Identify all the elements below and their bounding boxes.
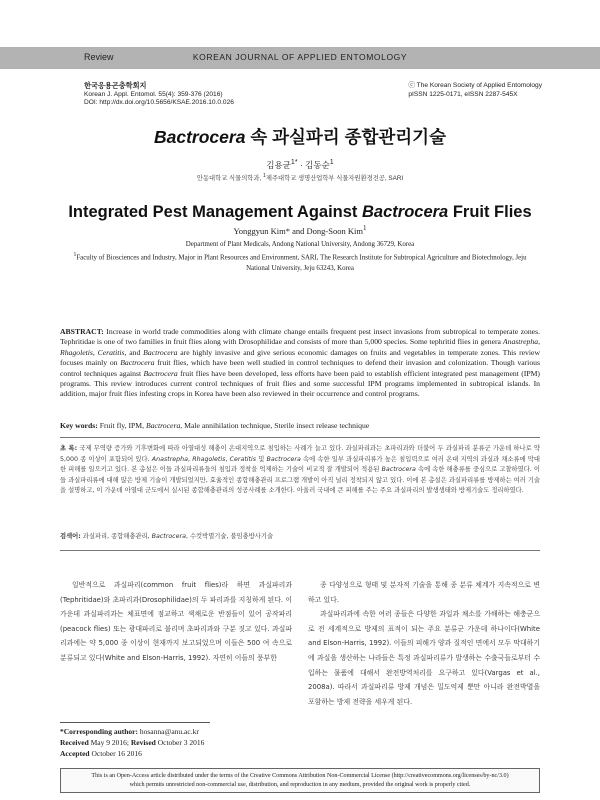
chorok-sep-1: , — [188, 455, 193, 463]
keywords-text-1: Fruit fly, IPM, — [97, 421, 146, 430]
body-column-right — [308, 578, 540, 709]
title-en-prefix: Integrated Pest Management Against — [68, 203, 363, 221]
chorok-sep-2: , — [225, 455, 230, 463]
abstract-text-4: fruit flies have been developed, less efforts have been paid to establish efficient integrated pest management (IPM) programs. This review introduces current control techniques of fruit flies and some successful IPM programs implemented in subtropical islands. In addition, major fruit flies infesting crops in Korea have been also reviewed in their occurrence and control programs. — [60, 368, 540, 399]
chorok-sep-3: 및 — [256, 455, 267, 463]
authors-en-text: Yonggyun Kim* and Dong-Soon Kim — [233, 225, 363, 236]
open-access-notice — [60, 768, 540, 793]
abstract-label: ABSTRACT: — [60, 327, 104, 336]
chorok-genus-4: Bactrocera — [266, 455, 301, 463]
body-paragraph: 종 다양성으로 형태 및 분자적 기술을 통해 종 분류 체계가 지속적으로 변하고 있다. — [308, 581, 540, 604]
authors-en-mark: 1 — [362, 224, 367, 232]
affiliation-english — [62, 240, 538, 274]
chorok-genus-1: Anastrepha — [151, 455, 189, 463]
received-label: Received — [60, 738, 89, 748]
accepted-line — [60, 748, 204, 759]
abstract-sep-2: , — [92, 347, 98, 357]
authors-korean — [0, 158, 600, 171]
divider-abstract — [60, 437, 540, 438]
journal-name: KOREAN JOURNAL OF APPLIED ENTOMOLOGY — [192, 52, 408, 62]
keywords-kr-text-1: 과실파리, 종합해충관리, — [80, 533, 152, 540]
chorok-text-2: 속에 속한 일부 과실파리류가 높은 침입력으로 여러 온대 지역의 과실과 채소류에 막대한 피해를 일으키고 있다. 본 총설은 이들 과실파리류들의 침입과 정착을 억제하는 기술이 비교적 잘 개발되어 적용된 — [60, 455, 541, 474]
keywords-english — [60, 421, 540, 430]
rights-block — [408, 82, 542, 99]
citation-doi[interactable]: DOI: http://dx.doi.org/10.5656/KSAE.2016.10.0.026 — [84, 99, 234, 107]
chorok-label: 초 록: — [60, 445, 78, 452]
accepted-date: October 16 2016 — [89, 749, 142, 759]
open-access-line2: which permits unrestricted non-commercial use, distribution, and reproduction in any medium, provided the original work is properly cited. — [129, 781, 471, 788]
abstract-genus-3: Ceratitis — [97, 347, 125, 357]
revised-label: Revised — [130, 738, 156, 748]
affil-kr-1: 안동대학교 식물의학과, — [196, 175, 263, 183]
corresponding-email[interactable]: hosanna@anu.ac.kr — [138, 727, 199, 736]
abstract-sep-1: , — [538, 337, 540, 347]
affiliation-korean — [0, 173, 600, 182]
author-kr-1: 김용균 — [266, 159, 291, 170]
author-kr-1-mark: 1* — [290, 158, 298, 166]
keywords-label: Key words: — [60, 421, 98, 430]
corresponding-author — [60, 726, 204, 737]
body-paragraph: 과실파리과에 속한 여러 종들은 다양한 과일과 채소를 가해하는 해충군으로 전 세계적으로 방제의 표적이 되는 주요 분류군 가운데 하나이다(White and Elson-Harris, 1992). 이들의 피해가 양과 질적인 면에서 모두 막대하기에 과실을 생산하는 나라들은 특정 과실파리류가 발생하는 수출국들로부터 수입하는 물품에 대해서 완전방역처리를 요구하고 있다(Vargas et al., 2008a). 따라서 과실파리류 방제 개념은 밀도억제 뿐만 아니라 완전박멸을 포함하는 방제 전략을 세우게 된다. — [308, 610, 540, 706]
title-korean — [0, 124, 600, 149]
title-en-genus: Bactrocera — [362, 203, 449, 221]
abstract-genus-5: Bactrocera — [120, 358, 155, 368]
issn: pISSN 1225-0171, eISSN 2287-545X — [408, 90, 518, 98]
keywords-text-2: , Male annihilation technique, Sterile insect release technique — [180, 421, 370, 430]
title-english — [0, 203, 600, 222]
received-date: May 9 2016; — [88, 738, 131, 748]
footnote-rule — [60, 722, 210, 723]
abstract-genus-6: Bactrocera — [143, 368, 178, 378]
abstract-text-3: fruit flies, which have been well studied in control techniques to defend their invasion and colonization. Though various control techniques against — [60, 358, 540, 378]
abstract-text-1: Increase in world trade commodities along with climate change entails frequent pest insect invasions from subtropical to temperate zones. Tephritidae is one of two families in fruit flies along with Drosophilidae and consists of more than 5,000 species. Some tephritid flies in genera — [60, 327, 540, 347]
open-access-line1: This is an Open-Access article distributed under the terms of the Creative Commons Attribution Non-Commercial License (http://creativecommons.org/licenses/by-nc/3.0) — [91, 773, 509, 779]
running-header-bar — [0, 47, 600, 69]
abstract-genus-1: Anastrepha — [502, 337, 539, 347]
abstract-english — [60, 327, 540, 400]
chorok-genus-2: Rhagoletis — [192, 455, 226, 463]
chorok-text-1: 국제 무역량 증가와 기후변화에 따라 아열대성 해충이 온대지역으로 침입하는 사례가 늘고 있다. 과실파리과는 초파리과와 더불어 두 과실파리 분류군 가운데 하나로 약 5,000 종 이상이 포함되어 있다. — [60, 445, 540, 463]
affil-en-line1: Department of Plant Medicals, Andong National University, Andong 36729, Korea — [185, 241, 415, 248]
title-kr-genus: Bactrocera — [154, 127, 246, 147]
citation-block — [84, 82, 234, 108]
abstract-korean — [60, 444, 540, 497]
affil-en-line2-wrap — [62, 250, 538, 274]
affil-en-mark: 1 — [73, 252, 77, 259]
abstract-genus-2: Rhagoletis — [60, 347, 93, 357]
title-en-suffix: Fruit Flies — [448, 203, 532, 221]
keywords-kr-genus: Bactrocera — [151, 533, 186, 540]
body-column-left — [60, 578, 292, 666]
abstract-text-2: are highly invasive and give serious economic damages on fruits and vegetables in temperate zones. This review focuses mainly on — [60, 347, 541, 368]
divider-body — [60, 550, 540, 551]
keywords-kr-text-2: , 수컷박멸기술, 불임충방사기술 — [185, 533, 274, 540]
author-kr-sep: · — [297, 159, 306, 170]
chorok-genus-3: Ceratitis — [229, 455, 257, 463]
abstract-sep-3: , and — [124, 347, 144, 357]
chorok-genus-5: Bactrocera — [381, 466, 416, 474]
keywords-genus: Bactrocera — [146, 421, 181, 430]
authors-english — [0, 224, 600, 236]
title-kr-rest: 속 과실파리 종합관리기술 — [245, 127, 446, 147]
keywords-kr-label: 검색어: — [60, 533, 81, 540]
correspondence-block — [60, 726, 204, 760]
accepted-label: Accepted — [60, 749, 90, 759]
affil-kr-mark: 1 — [262, 173, 266, 179]
citation-ref: Korean J. Appl. Entomol. 55(4): 359-376 (2016) — [84, 90, 223, 98]
dates-line — [60, 737, 204, 748]
abstract-genus-4: Bactrocera — [143, 347, 178, 357]
chorok-text-3: 속에 속한 해충류를 중심으로 고찰하였다. 이들 과실파리류에 대해 많은 방제 기술이 개발되었지만, 효율적인 종합해충관리 프로그램 개발이 아직 널리 정착되지 않고 있다. 이에 본 총설은 과실파리류를 방제하는 여러 기술을 설명하고, 이 가운데 아열대 군도에서 실시된 종합해충관리의 성공사례를 소개한다. 아울러 국내에 큰 피해를 주는 주요 과실파리의 발생생태와 방제기술도 정리하였다. — [60, 466, 540, 495]
author-kr-2: 김동순 — [305, 159, 330, 170]
copyright-society: ⓒ The Korean Society of Applied Entomology — [408, 82, 542, 89]
revised-date: October 3 2016 — [155, 738, 205, 748]
keywords-korean — [60, 531, 540, 540]
author-kr-2-mark: 1 — [329, 158, 334, 166]
body-paragraph: 일반적으로 과실파리(common fruit flies)라 하면 과실파리과(Tephritidae)와 초파리과(Drosophilidae)의 두 파리과를 지칭하게 된다. 이 가운데 과실파리과는 체표면에 점교하고 색채로운 반점들이 있어 공작파리(peacock flies) 또는 광대파리로 불리며 초파리과와 구분 짓고 있다. 과실파리과에는 약 5,000 종 이상이 현재까지 보고되었으며 이들은 500 여 속으로 분류되고 있다(White and Elson-Harris, 1992). 자연히 이들의 풍부한 — [60, 581, 292, 662]
affil-en-line2: Faculty of Biosciences and Industry, Major in Plant Resources and Environment, SARI, The Research Institute for Subtropical Agriculture and Biotechnology, Jeju National University, Jeju 63243, Korea — [76, 254, 527, 272]
journal-name-kr: 한국응용곤충학회지 — [84, 81, 147, 90]
corresponding-label: *Corresponding author: — [60, 727, 138, 736]
section-label: Review — [84, 52, 114, 62]
affil-kr-2: 제주대학교 생명산업학부 식물자원환경전공, SARI — [265, 175, 404, 183]
